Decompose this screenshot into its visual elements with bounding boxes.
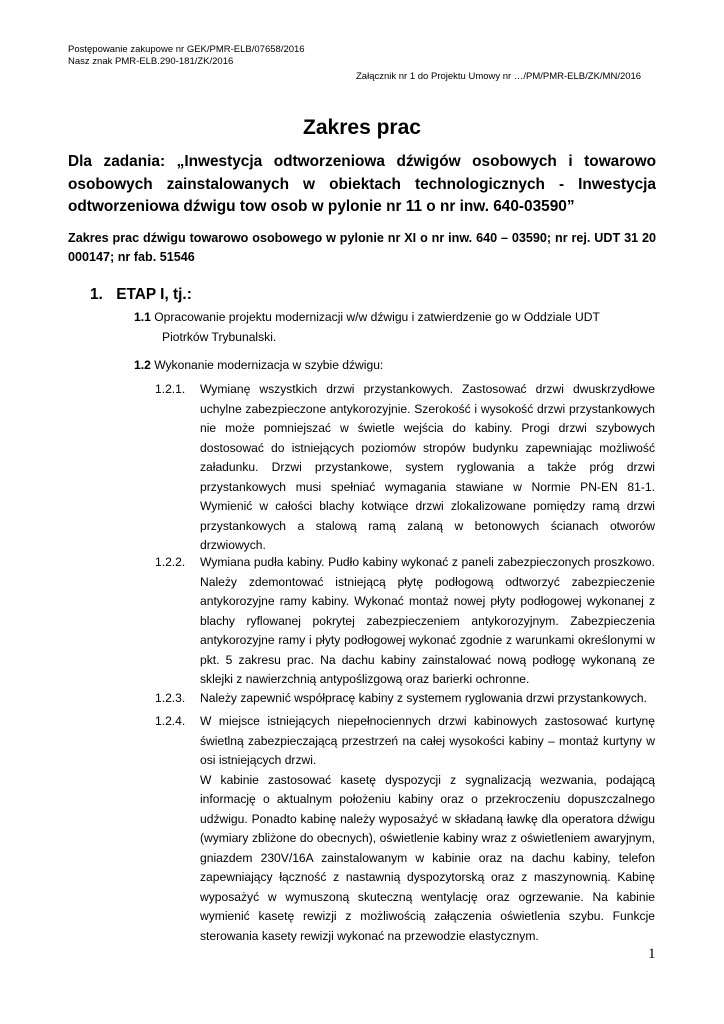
scope-heading: Zakres prac dźwigu towarowo osobowego w pylonie nr XI o nr inw. 640 – 03590; nr rej. UDT 31 20 000147; nr fab. 51546 xyxy=(68,231,656,264)
item-text: Wymianę wszystkich drzwi przystankowych. Zastosować drzwi dwuskrzydłowe uchylne zabezpieczone antykorozyjnie. Szerokość i wysokość drzwi przystankowych nie może pomniejszać w świetle wejścia do kabiny. Progi drzwi szybowych dostosować do istniejących poziomów stropów budynku zapewniając możliwość załadunku. Drzwi przystankowe, system ryglowania a także próg drzwi przystankowych musi spełniać wymagania stawiane w Normie PN-EN 81-1. Wymienić w całości blachy kotwiące drzwi zlokalizowane pomiędzy ramą drzwi przystankowych a stalową ramą zalaną w betonowych ścianach otworów drzwiowych. xyxy=(200,382,655,552)
attachment-note: Załącznik nr 1 do Projektu Umowy nr …/PM/PMR-ELB/ZK/MN/2016 xyxy=(356,71,642,82)
reference-number: Nasz znak PMR-ELB.290-181/ZK/2016 xyxy=(68,56,234,67)
section-heading-etap xyxy=(90,286,192,304)
subsection-text: Wykonanie modernizacja w szybie dźwigu: xyxy=(154,358,384,372)
item-number: 1.2.2. xyxy=(155,555,186,569)
subsection-number: 1.2 xyxy=(134,358,151,372)
section-number: 1. xyxy=(90,286,103,303)
list-item-1-2-1 xyxy=(155,380,655,556)
subsection-text-continued: Piotrków Trybunalski. xyxy=(162,329,277,344)
page-title: Zakres prac xyxy=(303,116,421,139)
subsection-number: 1.1 xyxy=(134,310,151,324)
item-number: 1.2.3. xyxy=(155,691,186,705)
list-item-1-2-2 xyxy=(155,553,655,690)
item-text: W miejsce istniejących niepełnociennych drzwi kabinowych zastosować kurtynę świetlną zabezpieczającą przestrzeń na całej wysokości kabiny – montaż kurtyny w osi istniejących drzwi. xyxy=(200,714,655,767)
section-title: ETAP I, tj.: xyxy=(116,286,192,303)
subsection-1-2 xyxy=(134,356,654,376)
task-heading: Dla zadania: „Inwestycja odtworzeniowa dźwigów osobowych i towarowo osobowych zainstalowanych w obiektach technologicznych - Inwestycja odtworzeniowa dźwigu tow osob w pylonie nr 11 o nr inw. 640-03590” xyxy=(68,153,656,215)
item-text: Wymiana pudła kabiny. Pudło kabiny wykonać z paneli zabezpieczonych proszkowo. Należy zdemontować istniejącą płytę podłogową odtworzyć zabezpieczenie antykorozyjne ramy kabiny. Wykonać montaż nowej płyty podłogowej wykonanej z blachy ryflowanej pokrytej zabezpieczeniem antykorozyjnym. Zabezpieczenia antykorozyjne ramy i płyty podłogowej wykonać zgodnie z warunkami określonymi w pkt. 5 zakresu prac. Na dachu kabiny zainstalować nową podłogę wykonaną ze sklejki z nawierzchnią antypoślizgową oraz barierki ochronne. xyxy=(200,555,655,686)
page-number: 1 xyxy=(648,946,656,962)
subsection-text: Opracowanie projektu modernizacji w/w dźwigu i zatwierdzenie go w Oddziale UDT xyxy=(154,310,600,324)
subsection-1-1 xyxy=(134,308,654,347)
list-item-1-2-4 xyxy=(155,712,655,946)
item-text: Należy zapewnić współpracę kabiny z systemem ryglowania drzwi przystankowych. xyxy=(200,691,647,705)
item-text-continued: W kabinie zastosować kasetę dyspozycji z sygnalizacją wezwania, podającą informację o aktualnym położeniu kabiny oraz o przekroczeniu dopuszczalnego udźwigu. Ponadto kabinę należy wyposażyć w składaną ławkę dla operatora dźwigu (wymiary zbliżone do obecnych), oświetlenie kabiny wraz z oświetleniem awaryjnym, gniazdem 230V/16A zainstalowanym w kabinie oraz na dachu kabiny, telefon zapewniający łączność z nastawnią dyspozytorską oraz z maszynownią. Kabinę wyposażyć w wymuszoną skuteczną wentylację oraz ogrzewanie. Na kabinie wymienić kasetę rewizji z możliwością załączenia oświetlenia szybu. Funkcje sterowania kasety rewizji wykonać na przewodzie elastycznym. xyxy=(200,772,655,943)
item-number: 1.2.1. xyxy=(155,382,186,396)
procurement-number: Postępowanie zakupowe nr GEK/PMR-ELB/07658/2016 xyxy=(68,44,305,55)
list-item-1-2-3 xyxy=(155,689,655,709)
item-number: 1.2.4. xyxy=(155,714,186,728)
